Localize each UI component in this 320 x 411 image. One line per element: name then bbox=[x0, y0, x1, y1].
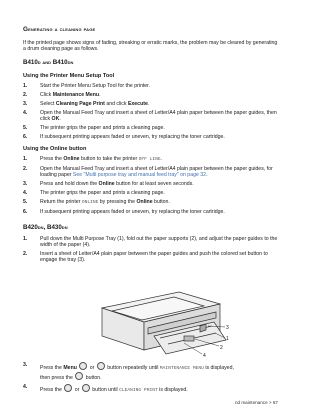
online-step-3: 3. Press and hold down the Online button for at least seven seconds. bbox=[23, 181, 194, 188]
callout-1: 1 bbox=[226, 336, 229, 342]
page-footer: nd maintenance > 67 bbox=[234, 400, 278, 405]
menu-step-6: 6. If subsequent printing appears faded or uneven, try replacing the toner cartridge. bbox=[23, 133, 225, 140]
down-arrow-button-icon bbox=[82, 384, 90, 392]
b420-step-2: 2. Insert a sheet of Letter/A4 plain paper between the paper guides and push the colored set button to engage the tray (3). bbox=[23, 251, 268, 264]
intro-paragraph: If the printed page shows signs of fading, streaking or erratic marks, the problem may be cleared by generating a drum cleaning page as follows. bbox=[23, 40, 278, 53]
multi-purpose-tray-link[interactable]: See "Multi purpose tray and manual feed tray" on page 32 bbox=[72, 172, 207, 179]
menu-step-4: 4. Open the Manual Feed Tray and insert a sheet of Letter/A4 plain paper between the paper guides, then click OK. bbox=[23, 109, 277, 122]
b420-steps-continued bbox=[23, 362, 279, 397]
up-arrow-button-icon bbox=[79, 362, 87, 370]
online-step-5: 5. Return the printer ONLINE by pressing the Online button. bbox=[23, 198, 170, 205]
online-step-4: 4. The printer grips the paper and prints a cleaning page. bbox=[23, 189, 165, 196]
menu-step-5: 5. The printer grips the paper and prints a cleaning page. bbox=[23, 124, 165, 131]
callout-2: 2 bbox=[220, 345, 223, 351]
online-step-2: 2. Open the Manual Feed Tray and insert a sheet of Letter/A4 plain paper between the paper guides, for loading paper See "Multi purpose tray and manual feed tray" on page 32. bbox=[23, 165, 273, 179]
menu-step-1: 1. Start the Printer Menu Setup Tool for the printer. bbox=[23, 83, 151, 89]
menu-tool-steps bbox=[23, 83, 279, 143]
callout-4: 4 bbox=[203, 353, 206, 358]
down-arrow-button-icon bbox=[97, 362, 105, 370]
online-button-steps bbox=[23, 156, 279, 218]
menu-tool-heading: Using the Printer Menu Setup Tool bbox=[23, 73, 115, 79]
enter-button-icon bbox=[75, 372, 83, 380]
b420-step-4: 4. Press the or button until CLEANING PRINT is displayed. bbox=[23, 383, 188, 393]
online-step-1: 1. Press the Online button to take the printer OFF LINE. bbox=[23, 156, 163, 162]
b410-heading: B410d and B410dn bbox=[23, 59, 74, 66]
menu-step-2: 2. Click Maintenance Menu. bbox=[23, 91, 101, 98]
b420-step-3: 3. Press the Menu or button repeatedly until MAINTENANCE MENU is displayed, then press the button. bbox=[23, 362, 234, 381]
callout-3: 3 bbox=[226, 325, 229, 331]
menu-step-3: 3. Select Cleaning Page Print and click Execute. bbox=[23, 100, 150, 107]
section-title: Generating a cleaning page bbox=[23, 26, 96, 33]
b420-step-1: 1. Pull down the Multi Purpose Tray (1), fold out the paper supports (2), and adjust the paper guides to the width of the paper (4). bbox=[23, 236, 278, 249]
online-step-6: 6. If subsequent printing appears faded or uneven, try replacing the toner cartridge. bbox=[23, 208, 225, 215]
up-arrow-button-icon bbox=[64, 384, 72, 392]
b420-steps bbox=[23, 236, 279, 266]
b420-heading: B420dn, B430dn bbox=[23, 224, 68, 231]
printer-illustration bbox=[84, 278, 234, 358]
online-button-heading: Using the Online button bbox=[23, 146, 87, 152]
